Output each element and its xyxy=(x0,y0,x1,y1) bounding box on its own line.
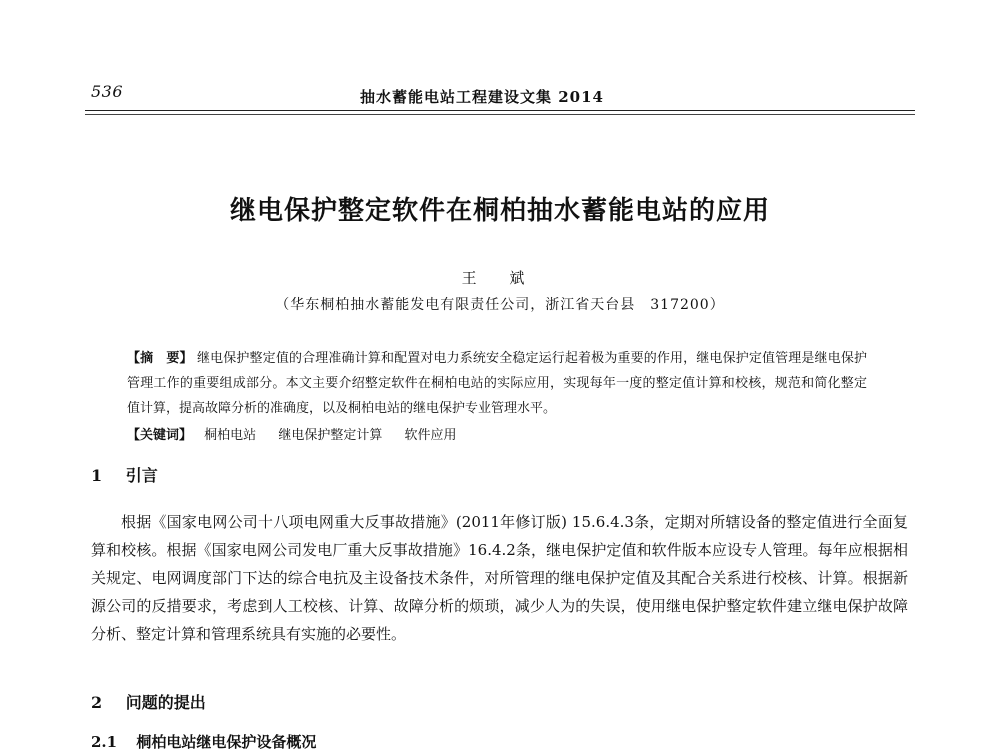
section-title: 引言 xyxy=(125,466,158,485)
header-rule-thick xyxy=(85,110,915,111)
body-paragraph: 根据《国家电网公司十八项电网重大反事故措施》(2011年修订版) 15.6.4.3条，定期对所辖设备的整定值进行全面复算和校核。根据《国家电网公司发电厂重大反事故措施》16.4.2条，继电保护定值和软件版本应设专人管理。每年应根据相关规定、电网调度部门下达的综合电抗及主设备技术条件，对所管理的继电保护定值及其配合关系进行校核、计算。根据新源公司的反措要求，考虑到人工校核、计算、故障分析的烦琐，减少人为的失误，使用继电保护整定软件建立继电保护故障分析、整定计算和管理系统具有实施的必要性。 xyxy=(91,513,908,643)
subsection-number: 2.1 xyxy=(91,733,118,751)
running-title: 抽水蓄能电站工程建设文集 2014 xyxy=(360,88,604,106)
keyword: 软件应用 xyxy=(404,428,457,443)
section-number: 1 xyxy=(91,466,103,485)
subsection-title: 桐柏电站继电保护设备概况 xyxy=(136,733,317,751)
abstract-text: 继电保护整定值的合理准确计算和配置对电力系统安全稳定运行起着极为重要的作用，继电保护定值管理是继电保护管理工作的重要组成部分。本文主要介绍整定软件在桐柏电站的实际应用，实现每年一度的整定值计算和校核，规范和简化整定值计算，提高故障分析的准确度，以及桐柏电站的继电保护专业管理水平。 xyxy=(127,351,867,416)
keyword: 继电保护整定计算 xyxy=(278,428,383,443)
keywords xyxy=(127,424,474,443)
affiliation: （华东桐柏抽水蓄能发电有限责任公司，浙江省天台县 317200） xyxy=(275,297,725,313)
page-number: 536 xyxy=(91,82,124,101)
section-heading-introduction xyxy=(91,463,158,486)
header-rule-thin xyxy=(85,114,915,115)
subsection-heading xyxy=(91,731,316,752)
keywords-label: 【关键词】 xyxy=(127,428,193,443)
section-number: 2 xyxy=(91,693,103,712)
author: 王 斌 xyxy=(461,269,539,287)
abstract-label: 【摘 要】 xyxy=(127,351,193,366)
section-heading-problem xyxy=(91,690,206,713)
abstract xyxy=(127,346,867,421)
article-title: 继电保护整定软件在桐柏抽水蓄能电站的应用 xyxy=(229,196,770,226)
keyword: 桐柏电站 xyxy=(204,428,257,443)
section-title: 问题的提出 xyxy=(125,693,206,712)
